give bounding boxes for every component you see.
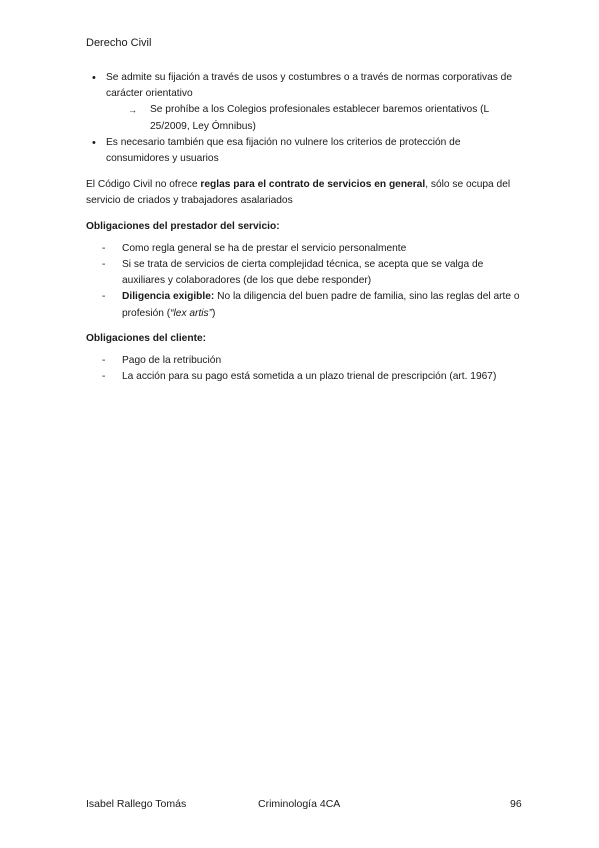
section-heading-cliente: Obligaciones del cliente: <box>86 332 207 344</box>
page-header: Derecho Civil <box>86 37 152 49</box>
sub-bullet-text: Se prohíbe a los Colegios profesionales establecer baremos orientativos (L 25/2009, Ley Ómnibus) <box>150 104 489 132</box>
paragraph <box>86 177 526 209</box>
dash-icon: - <box>102 355 106 367</box>
list-item-text <box>122 289 526 321</box>
list-item <box>102 241 526 257</box>
paragraph-bold: reglas para el contrato de servicios en general <box>200 179 426 191</box>
page-number: 96 <box>510 798 522 810</box>
paragraph-text-end: , sólo se ocupa del servicio de criados y trabajadores asalariados <box>86 179 511 207</box>
list-item-text: Como regla general se ha de prestar el servicio personalmente <box>122 242 407 254</box>
paragraph-text: El Código Civil no ofrece <box>86 179 201 191</box>
list-item-text: Pago de la retribución <box>122 355 222 367</box>
bullet-text: Se admite su fijación a través de usos y costumbres o a través de normas corporativas de carácter orientativo <box>106 72 512 100</box>
prestador-list <box>86 241 526 322</box>
bullet-icon: • <box>92 72 96 84</box>
list-item-text: La acción para su pago está sometida a un plazo trienal de prescripción (art. 1967) <box>122 371 497 383</box>
dash-icon: - <box>102 291 106 303</box>
arrow-icon: → <box>128 105 137 116</box>
lex-artis: “lex artis” <box>170 307 213 319</box>
list-item-text: Si se trata de servicios de cierta complejidad técnica, se acepta que se valga de auxiliares y colaboradores (de los que debe responder) <box>122 259 484 287</box>
diligencia-label: Diligencia exigible: <box>122 291 215 303</box>
footer-course: Criminología 4CA <box>258 798 341 810</box>
bullet-text: Es necesario también que esa fijación no vulnere los criterios de protección de consumidores y usuarios <box>106 136 461 165</box>
footer-author: Isabel Rallego Tomás <box>86 798 187 810</box>
list-item <box>102 257 526 289</box>
list-item <box>92 70 526 102</box>
cliente-list <box>86 353 526 385</box>
list-item <box>92 135 526 167</box>
page-content <box>86 70 526 385</box>
section-heading-prestador: Obligaciones del prestador del servicio: <box>86 220 280 232</box>
diligencia-end: ) <box>212 307 216 319</box>
dash-icon: - <box>102 242 106 254</box>
diligencia-text: No la diligencia del buen padre de familia, sino las reglas del arte o profesión ( <box>122 291 520 319</box>
list-item <box>102 289 526 321</box>
dash-icon: - <box>102 371 106 383</box>
list-item <box>102 369 526 385</box>
bullet-icon: • <box>92 136 96 149</box>
dash-icon: - <box>102 259 106 271</box>
sub-list-item <box>128 102 526 134</box>
list-item <box>102 353 526 369</box>
